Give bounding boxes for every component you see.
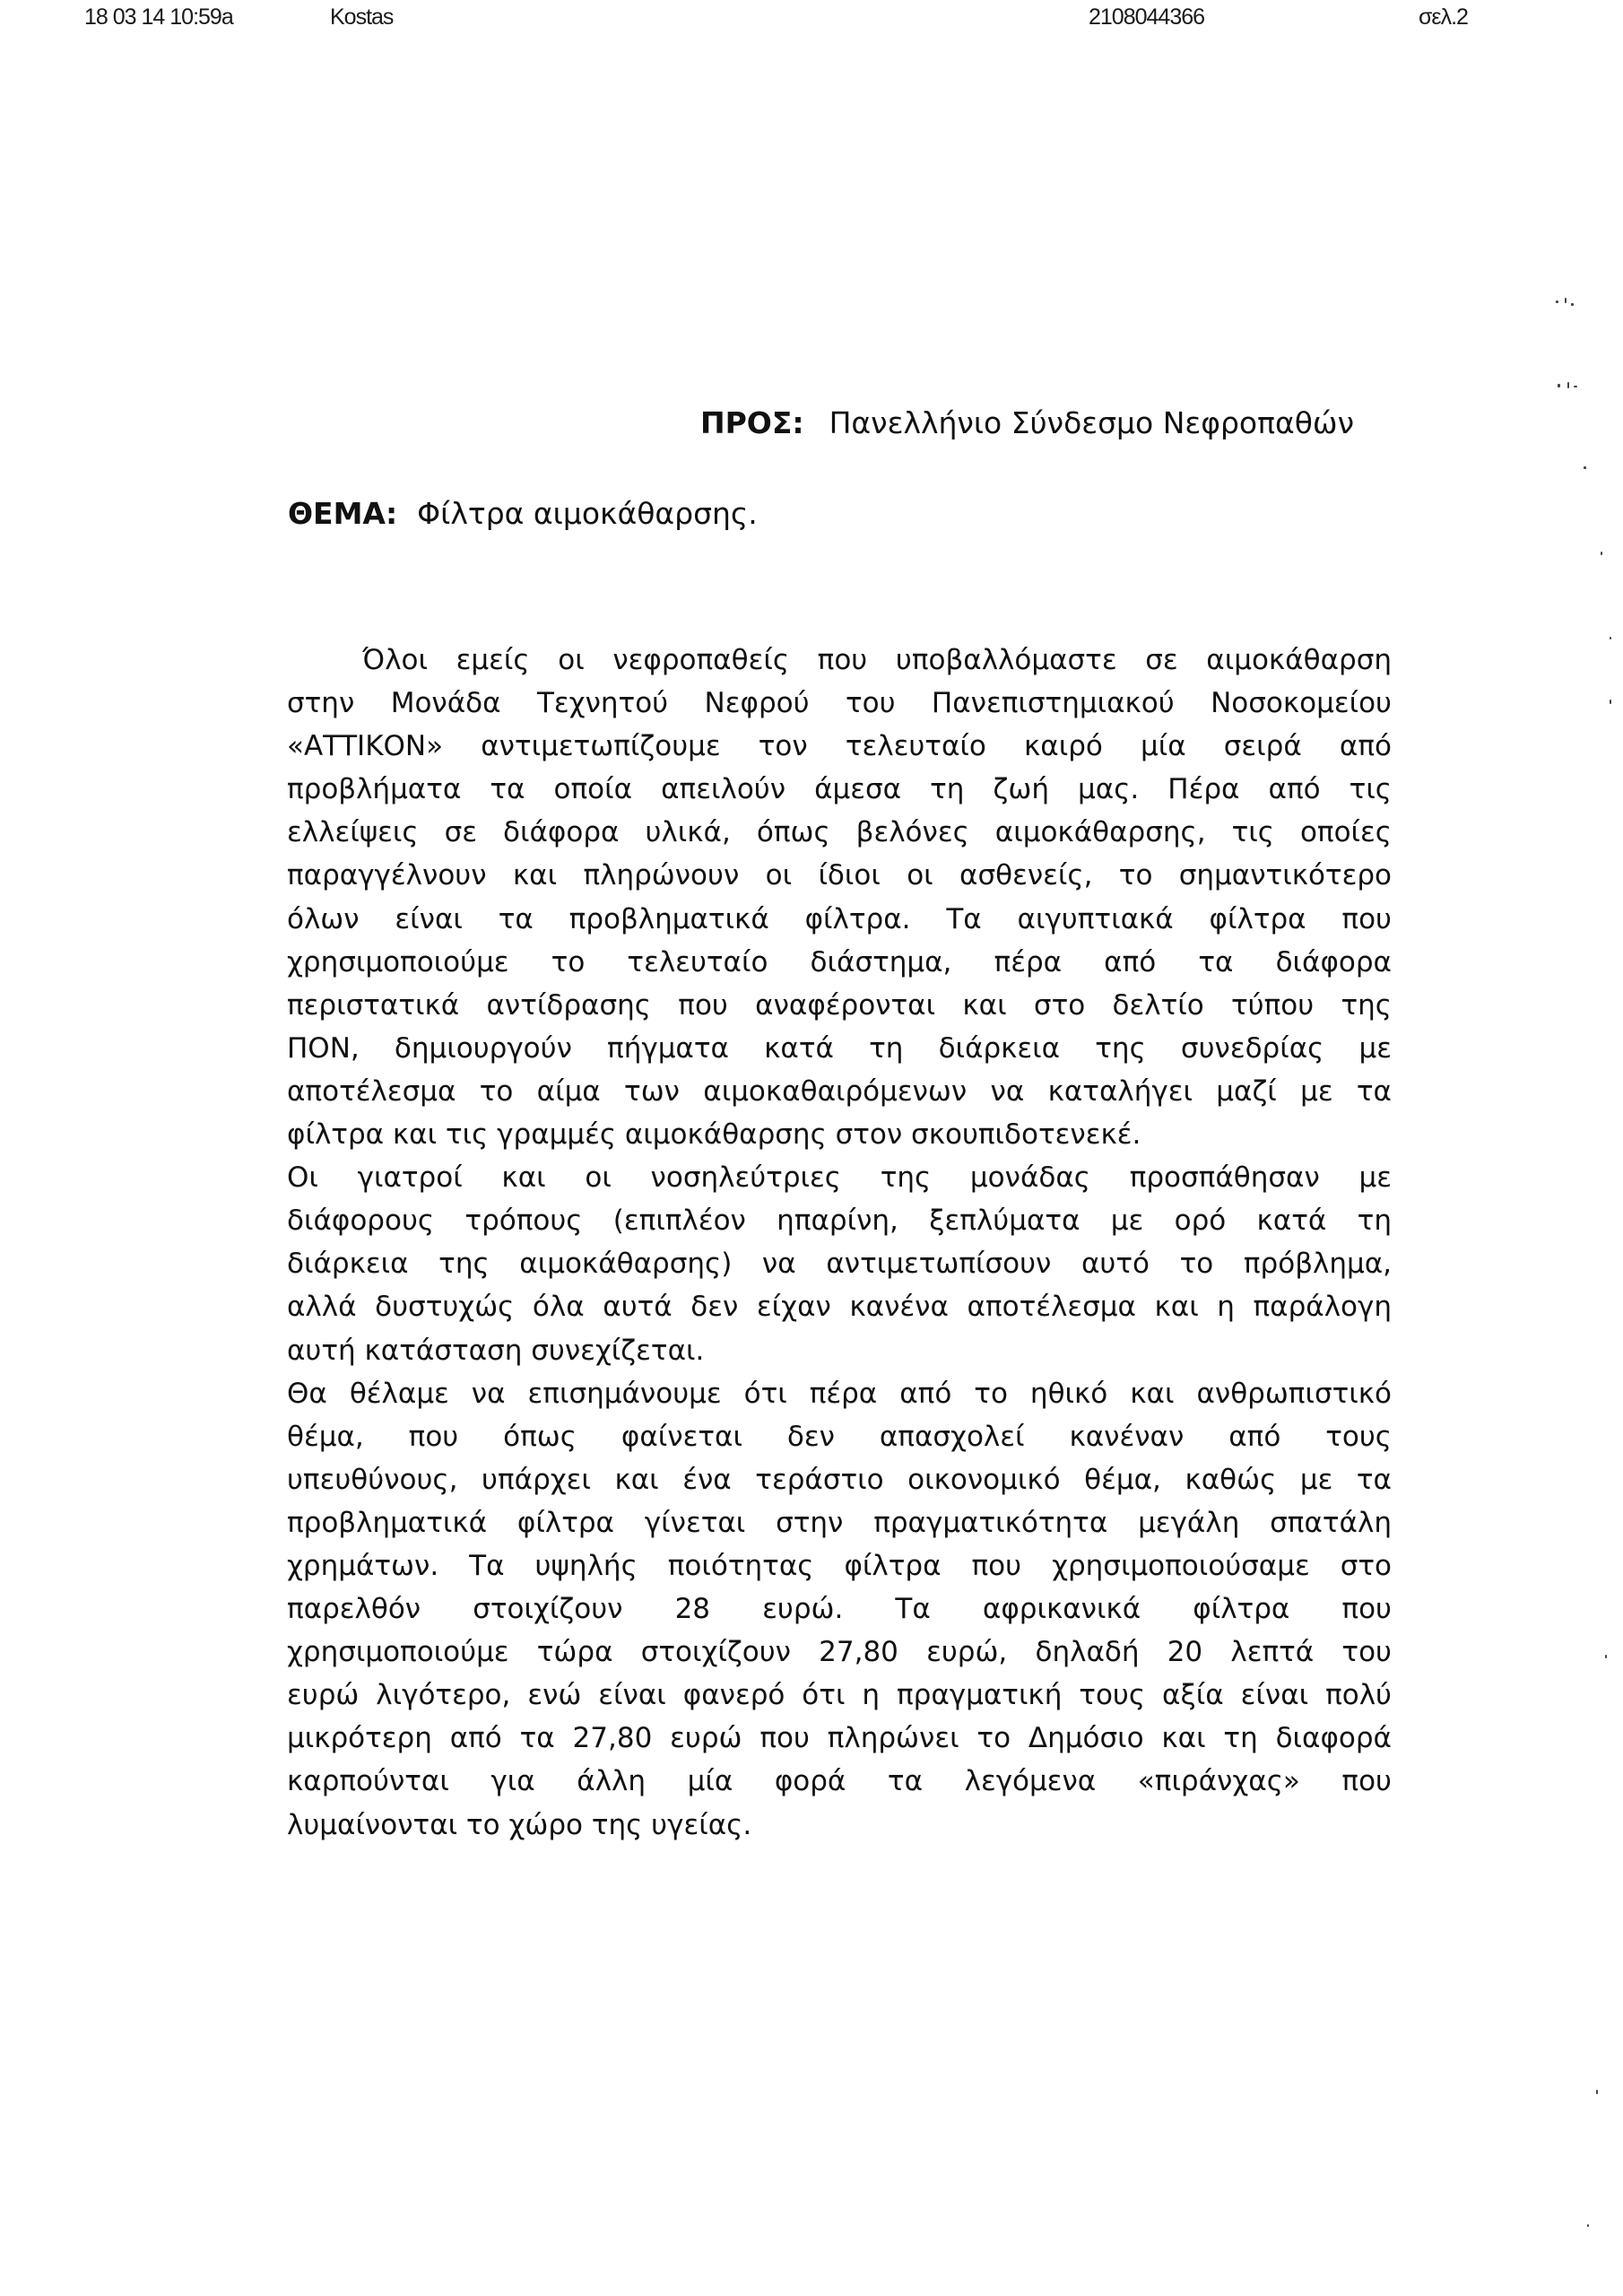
body-line: ευρώ λιγότερο, ενώ είναι φανερό ότι η πραγματική τους αξία είναι πολύ <box>287 1679 1392 1712</box>
body-line: περιστατικά αντίδρασης που αναφέρονται και στο δελτίο τύπου της <box>287 988 1392 1022</box>
fax-phone-number: 2108044366 <box>1089 4 1205 30</box>
body-line: παρελθόν στοιχίζουν 28 ευρώ. Τα αφρικανικά φίλτρα που <box>287 1593 1392 1626</box>
body-line: Οι γιατροί και οι νοσηλεύτριες της μονάδας προσπάθησαν με <box>287 1161 1392 1195</box>
body-line: υπευθύνους, υπάρχει και ένα τεράστιο οικονομικό θέμα, καθώς με τα <box>287 1463 1392 1496</box>
body-line: μικρότερη από τα 27,80 ευρώ που πληρώνει το Δημόσιο και τη διαφορά <box>287 1722 1392 1755</box>
body-line: αυτή κατάσταση συνεχίζεται. <box>287 1334 705 1367</box>
fax-sender: Kostas <box>330 4 394 30</box>
body-line: χρησιμοποιούμε το τελευταίο διάστημα, πέρα από τα διάφορα <box>287 945 1392 978</box>
body-line: λυμαίνονται το χώρο της υγείας. <box>287 1808 752 1841</box>
recipient-label: ΠΡΟΣ: <box>700 405 804 440</box>
recipient-value: Πανελλήνιο Σύνδεσμο Νεφροπαθών <box>829 405 1355 440</box>
body-line: θέμα, που όπως φαίνεται δεν απασχολεί κανέναν από τους <box>287 1420 1392 1453</box>
body-line: όλων είναι τα προβληματικά φίλτρα. Τα αιγυπτιακά φίλτρα που <box>287 902 1392 935</box>
body-line: χρημάτων. Τα υψηλής ποιότητας φίλτρα που χρησιμοποιούσαμε στο <box>287 1549 1392 1582</box>
body-line: ΠΟΝ, δημιουργούν πήγματα κατά τη διάρκεια της συνεδρίας με <box>287 1031 1392 1065</box>
letter-body <box>287 639 1392 1847</box>
body-line: προβληματικά φίλτρα γίνεται στην πραγματικότητα μεγάλη σπατάλη <box>287 1506 1392 1539</box>
fax-timestamp: 18 03 14 10:59a <box>84 4 233 30</box>
body-line: καρπούνται για άλλη μία φορά τα λεγόμενα «πιράνχας» που <box>287 1765 1392 1798</box>
body-line: διάφορους τρόπους (επιπλέον ηπαρίνη, ξεπλύματα με ορό κατά τη <box>287 1205 1392 1238</box>
fax-header <box>0 4 1623 30</box>
subject-value: Φίλτρα αιμοκάθαρσης. <box>417 496 758 531</box>
subject-label: ΘΕΜΑ: <box>288 496 398 531</box>
body-line: Θα θέλαμε να επισημάνουμε ότι πέρα από το ηθικό και ανθρωπιστικό <box>287 1377 1392 1410</box>
body-line: ελλείψεις σε διάφορα υλικά, όπως βελόνες αιμοκάθαρσης, τις οποίες <box>287 816 1392 849</box>
subject-line <box>288 496 758 532</box>
body-line: παραγγέλνουν και πληρώνουν οι ίδιοι οι ασθενείς, το σημαντικότερο <box>287 859 1392 892</box>
body-line: αλλά δυστυχώς όλα αυτά δεν είχαν κανένα αποτέλεσμα και η παράλογη <box>287 1291 1392 1324</box>
body-line: Όλοι εμείς οι νεφροπαθείς που υποβαλλόμαστε σε αιμοκάθαρση <box>362 644 1392 676</box>
body-line: διάρκεια της αιμοκάθαρσης) να αντιμετωπίσουν αυτό το πρόβλημα, <box>287 1248 1392 1281</box>
body-line: φίλτρα και τις γραμμές αιμοκάθαρσης στον σκουπιδοτενεκέ. <box>287 1118 1141 1152</box>
body-line: «ΑΤΤΙΚΟΝ» αντιμετωπίζουμε τον τελευταίο καιρό μία σειρά από <box>287 730 1392 763</box>
body-line: στην Μονάδα Τεχνητού Νεφρού του Πανεπιστημιακού Νοσοκομείου <box>287 687 1392 720</box>
body-line: αποτέλεσμα το αίμα των αιμοκαθαιρόμενων να καταλήγει μαζί με τα <box>287 1074 1392 1108</box>
fax-page-number: σελ.2 <box>1419 4 1468 30</box>
recipient-line <box>700 405 1354 441</box>
body-line: προβλήματα τα οποία απειλούν άμεσα τη ζωή μας. Πέρα από τις <box>287 773 1392 806</box>
body-line: χρησιμοποιούμε τώρα στοιχίζουν 27,80 ευρώ, δηλαδή 20 λεπτά του <box>287 1636 1392 1669</box>
